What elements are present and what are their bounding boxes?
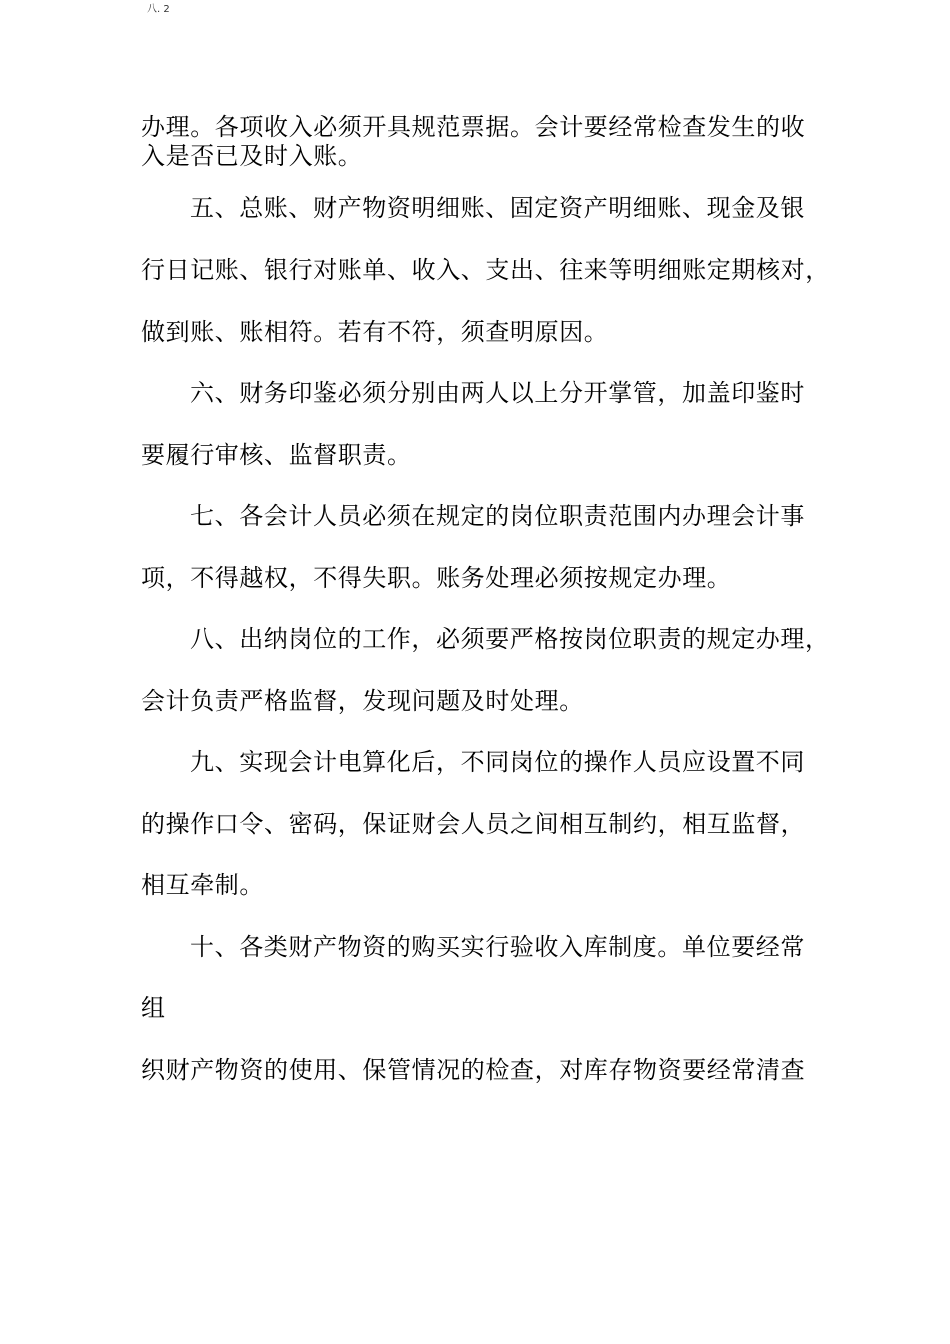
- paragraph-9-line-1: 九、实现会计电算化后，不同岗位的操作人员应设置不同: [190, 748, 805, 776]
- paragraph-10-line-2: 组: [141, 994, 166, 1022]
- paragraph-9-line-3: 相互牵制。: [141, 871, 264, 899]
- paragraph-6-line-2: 要履行审核、监督职责。: [141, 441, 412, 469]
- paragraph-6-line-1: 六、财务印鉴必须分别由两人以上分开掌管，加盖印鉴时: [190, 379, 805, 407]
- paragraph-10-line-3: 织财产物资的使用、保管情况的检查，对库存物资要经常清查: [141, 1056, 806, 1084]
- paragraph-7-line-2: 项，不得越权，不得失职。账务处理必须按规定办理。: [141, 564, 732, 592]
- paragraph-7-line-1: 七、各会计人员必须在规定的岗位职责范围内办理会计事: [190, 502, 805, 530]
- paragraph-10-line-1: 十、各类财产物资的购买实行验收入库制度。单位要经常: [190, 933, 805, 961]
- paragraph-9-line-2: 的操作口令、密码，保证财会人员之间相互制约，相互监督，: [141, 810, 806, 838]
- paragraph-5-line-1: 五、总账、财产物资明细账、固定资产明细账、现金及银: [190, 194, 805, 222]
- paragraph-8-line-1: 八、出纳岗位的工作，必须要严格按岗位职责的规定办理，: [190, 625, 830, 653]
- paragraph-5-line-2: 行日记账、银行对账单、收入、支出、往来等明细账定期核对，: [141, 256, 830, 284]
- paragraph-8-line-2: 会计负责严格监督，发现问题及时处理。: [141, 687, 584, 715]
- paragraph-5-line-3: 做到账、账相符。若有不符，须查明原因。: [141, 318, 609, 346]
- paragraph-line-1: 办理。各项收入必须开具规范票据。会计要经常检查发生的收: [141, 113, 806, 141]
- paragraph-line-2: 入是否已及时入账。: [141, 142, 363, 170]
- page-header-mark: 八. 2: [147, 4, 170, 15]
